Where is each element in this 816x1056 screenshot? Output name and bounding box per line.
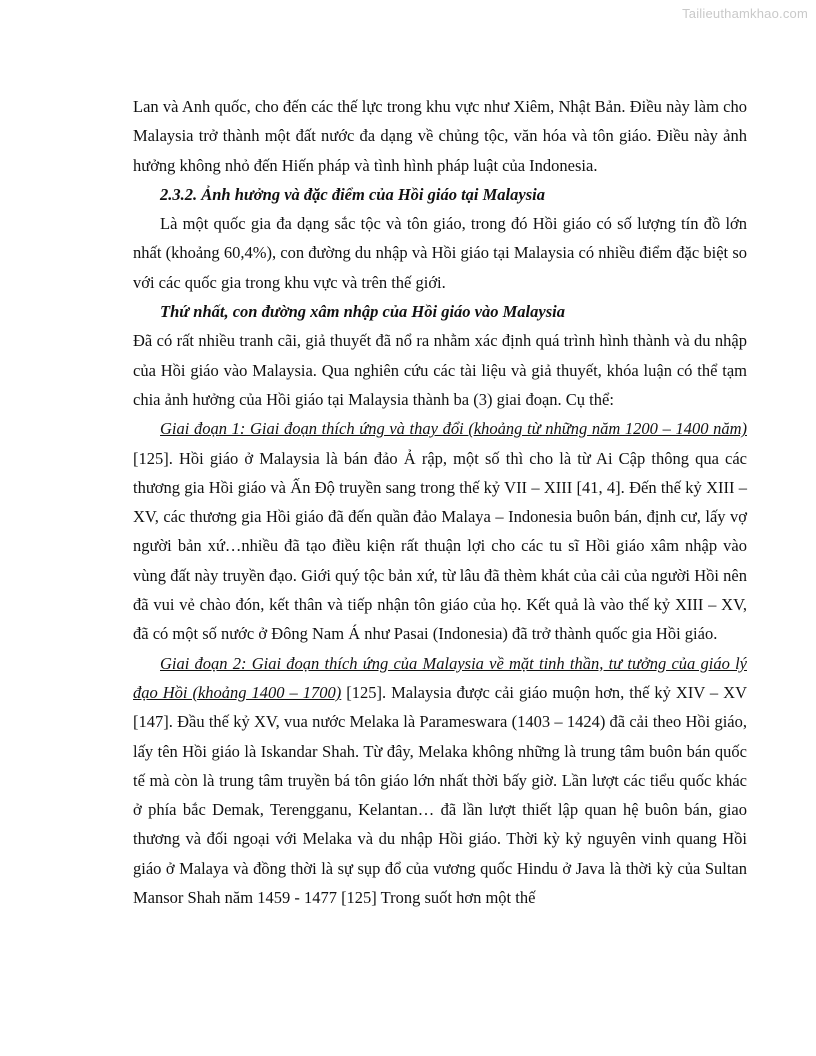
subheading-first-route: Thứ nhất, con đường xâm nhập của Hồi giáo vào Malaysia	[160, 302, 565, 322]
phase-2-text: [125]. Malaysia được cải giáo muộn hơn, thế kỷ XIV – XV [147]. Đầu thế kỷ XV, vua nước Melaka là Parameswara (1403 – 1424) đã cải theo Hồi giáo, lấy tên Hồi giáo là Iskandar Shah. Từ đây, Melaka không những là trung tâm buôn bán quốc tế mà còn là trung tâm truyền bá tôn giáo lớn nhất thời bấy giờ. Lần lượt các tiểu quốc khác ở phía bắc Demak, Terengganu, Kelantan… đã lần lượt thiết lập quan hệ buôn bán, giao thương và đối ngoại với Melaka và du nhập Hồi giáo. Thời kỳ kỷ nguyên vinh quang Hồi giáo ở Malaya và đồng thời là sự sụp đổ của vương quốc Hindu ở Java là thời kỳ của Sultan Mansor Shah năm 1459 - 1477 [125] Trong suốt hơn một thế	[133, 682, 747, 908]
section-heading-2-3-2: 2.3.2. Ảnh hưởng và đặc điểm của Hồi giáo tại Malaysia	[160, 184, 545, 204]
phase-1-text: [125]. Hồi giáo ở Malaysia là bán đảo Ả rập, một số thì cho là từ Ai Cập thông qua các thương gia Hồi giáo và Ấn Độ truyền sang trong thế kỷ VII – XIII [41, 4]. Đến thế kỷ XIII – XV, các thương gia Hồi giáo đã đến quần đảo Malaya – Indonesia buôn bán, định cư, lấy vợ người bản xứ…nhiều đã tạo điều kiện rất thuận lợi cho các tu sĩ Hồi giáo xâm nhập vào vùng đất này truyền đạo. Giới quý tộc bản xứ, từ lâu đã thèm khát của cải của người Hồi nên đã vui vẻ chào đón, kết thân và tiếp nhận tôn giáo của họ. Kết quả là vào thế kỷ XIII – XV, đã có một số nước ở Đông Nam Á như Pasai (Indonesia) đã trở thành quốc gia Hồi giáo.	[133, 448, 747, 644]
paragraph-intro: Là một quốc gia đa dạng sắc tộc và tôn giáo, trong đó Hồi giáo có số lượng tín đồ lớn nhất (khoảng 60,4%), con đường du nhập và Hồi giáo tại Malaysia có nhiều điểm đặc biệt so với các quốc gia trong khu vực và trên thế giới.	[133, 214, 747, 292]
phase-1-title: Giai đoạn 1: Giai đoạn thích ứng và thay đổi (khoảng từ những năm 1200 – 1400 năm)	[160, 419, 747, 439]
document-page	[133, 92, 747, 912]
phase-2-title: Giai đoạn 2: Giai đoạn thích ứng của Malaysia về mặt tinh thần, tư tưởng của giáo lý đạo Hồi (khoảng 1400 – 1700)	[133, 653, 747, 702]
paragraph-continuation: Lan và Anh quốc, cho đến các thế lực trong khu vực như Xiêm, Nhật Bản. Điều này làm cho Malaysia trở thành một đất nước đa dạng về chủng tộc, văn hóa và tôn giáo. Điều này ảnh hưởng không nhỏ đến Hiến pháp và tình hình pháp luật của Indonesia.	[133, 97, 747, 175]
paragraph-debate: Đã có rất nhiều tranh cãi, giả thuyết đã nổ ra nhằm xác định quá trình hình thành và du nhập của Hồi giáo vào Malaysia. Qua nghiên cứu các tài liệu và giả thuyết, khóa luận có thể tạm chia ảnh hưởng của Hồi giáo tại Malaysia thành ba (3) giai đoạn. Cụ thể:	[133, 331, 747, 409]
paragraph-phase-1	[133, 414, 747, 648]
paragraph-phase-2	[133, 649, 747, 913]
watermark: Tailieuthamkhao.com	[682, 6, 808, 21]
